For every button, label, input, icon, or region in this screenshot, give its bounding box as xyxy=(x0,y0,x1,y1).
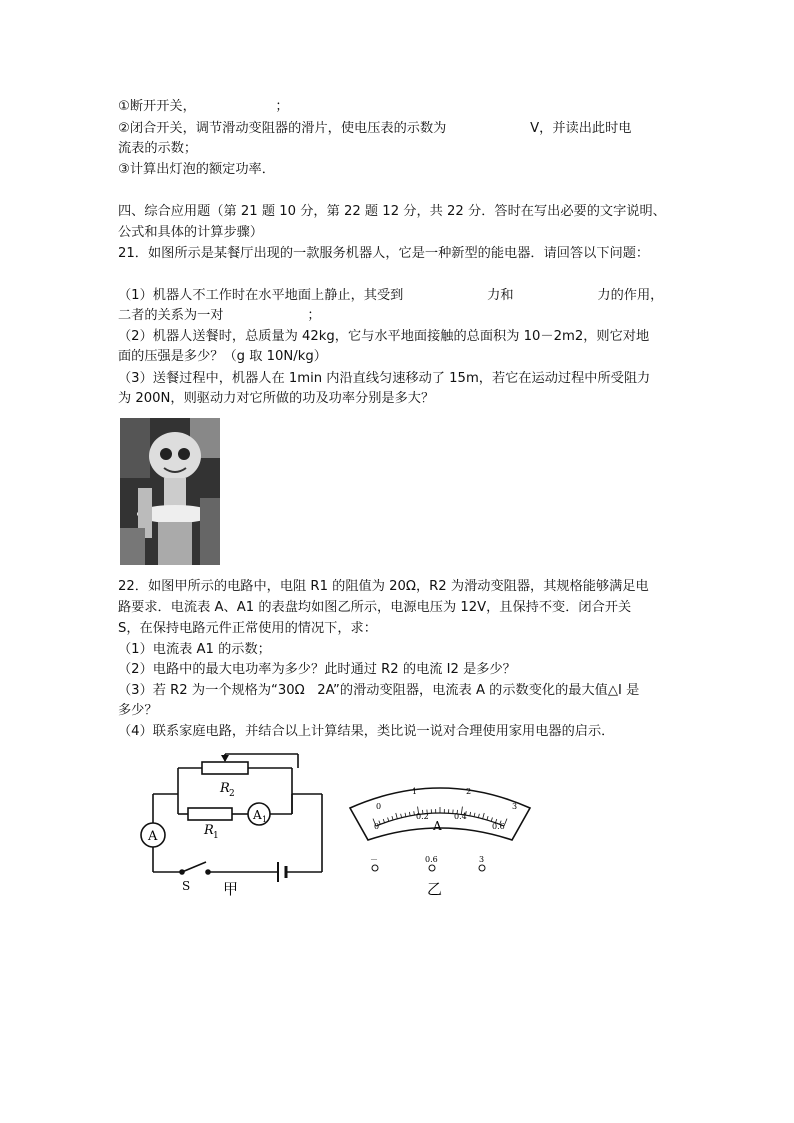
r1-subscript: 1 xyxy=(213,831,219,841)
text-line: （1）机器人不工作时在水平地面上静止，其受到 力和 力的作用， xyxy=(118,288,664,303)
text-line: （1）电流表 A1 的示数； xyxy=(118,642,271,657)
figure-jia-caption: 甲 xyxy=(223,880,239,898)
text-line: （2）电路中的最大电功率为多少？此时通过 R2 的电流 I2 是多少？ xyxy=(118,662,516,677)
text-line: S，在保持电路元件正常使用的情况下，求： xyxy=(118,621,377,636)
terminal-0-6: 0.6 xyxy=(425,855,438,864)
text-line: 二者的关系为一对 ； xyxy=(118,308,321,323)
text-line: 路要求．电流表 A、A1 的表盘均如图乙所示，电源电压为 12V，且保持不变．闭合开关 xyxy=(118,600,632,615)
meter-unit: A xyxy=(433,819,442,833)
text-line: （2）机器人送餐时，总质量为 42kg，它与水平地面接触的总面积为 10－2m2，则它对地 xyxy=(118,329,650,344)
bottom-scale-06: 0.6 xyxy=(492,822,505,831)
robot-photo xyxy=(120,418,220,565)
text-line: （3）若 R2 为一个规格为“30Ω 2A”的滑动变阻器，电流表 A 的示数变化的最大值△I 是 xyxy=(118,683,640,698)
text-line: 流表的示数； xyxy=(118,141,198,156)
text-line: ③计算出灯泡的额定功率． xyxy=(118,162,275,177)
top-scale-1: 1 xyxy=(412,787,418,796)
ammeter-a1-label: A xyxy=(253,808,262,822)
ammeter-a-label: A xyxy=(148,829,158,844)
text-line: （3）送餐过程中，机器人在 1min 内沿直线匀速移动了 15m，若它在运动过程中所受阻力 xyxy=(118,371,651,386)
r2-subscript: 2 xyxy=(229,789,235,799)
text-line: ②闭合开关，调节滑动变阻器的滑片，使电压表的示数为 V，并读出此时电 xyxy=(118,121,632,136)
bottom-scale-02: 0.2 xyxy=(416,812,429,821)
r1-label: R xyxy=(204,823,214,838)
switch-label: S xyxy=(182,879,191,893)
section-heading: 四、综合应用题（第 21 题 10 分，第 22 题 12 分，共 22 分．答时在写出必要的文字说明、 xyxy=(118,204,666,219)
terminal-3: 3 xyxy=(479,855,485,864)
text-line: 为 200N，则驱动力对它所做的功及功率分别是多大？ xyxy=(118,391,435,406)
text-line: （4）联系家庭电路，并结合以上计算结果，类比说一说对合理使用家用电器的启示． xyxy=(118,724,615,739)
top-scale-0: 0 xyxy=(376,802,382,811)
top-scale-2: 2 xyxy=(466,787,472,796)
ammeter-dial-diagram xyxy=(340,778,540,900)
text-line: 公式和具体的计算步骤） xyxy=(118,225,264,240)
bottom-scale-04: 0.4 xyxy=(454,812,467,821)
text-line: 多少？ xyxy=(118,703,158,718)
figure-yi-caption: 乙 xyxy=(427,880,443,898)
text-line: 面的压强是多少？（g 取 10N/kg） xyxy=(118,349,327,364)
terminal-negative: － xyxy=(370,855,378,864)
bottom-scale-0: 0 xyxy=(374,822,380,831)
text-line: ①断开开关， ； xyxy=(118,99,289,114)
question-22: 22．如图甲所示的电路中，电阻 R1 的阻值为 20Ω，R2 为滑动变阻器，其规格能够满足电 xyxy=(118,579,649,594)
question-21: 21．如图所示是某餐厅出现的一款服务机器人，它是一种新型的能电器．请回答以下问题： xyxy=(118,246,650,261)
top-scale-3: 3 xyxy=(512,802,518,811)
circuit-diagram xyxy=(120,752,330,900)
r2-label: R xyxy=(220,781,230,796)
ammeter-a1-subscript: 1 xyxy=(262,815,268,824)
